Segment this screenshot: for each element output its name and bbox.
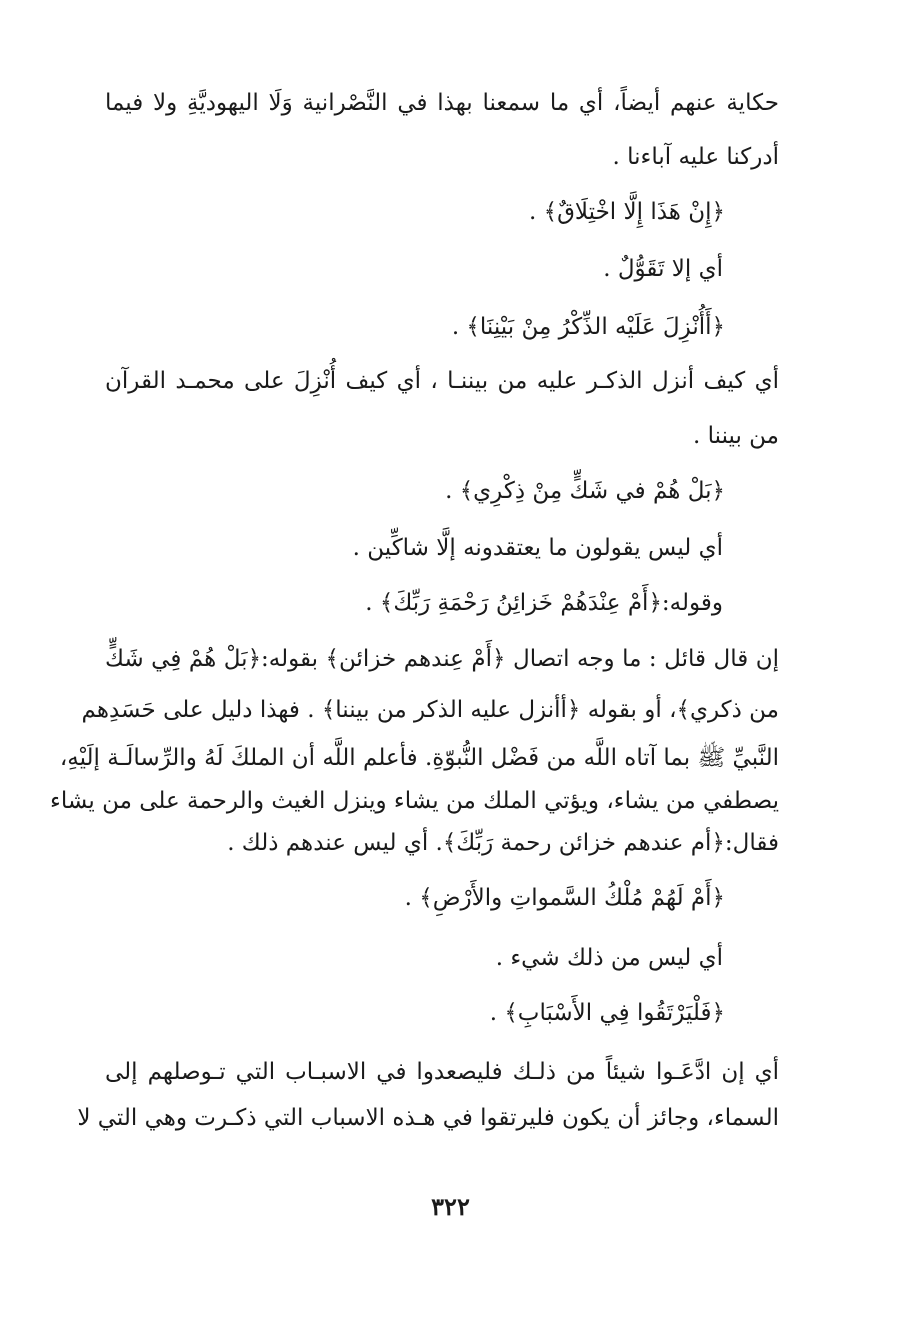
- text-line: من بيننا .: [693, 423, 779, 449]
- quran-verse: ﴿أَأُنْزِلَ عَلَيْه الذِّكْرُ مِنْ بَيْنِنَا﴾ .: [451, 314, 725, 340]
- quran-verse: ﴿إِنْ هَذَا إِلَّا اخْتِلَاقٌ﴾ .: [528, 199, 725, 225]
- text-line: أي إن ادَّعَـوا شيئاً من ذلـك فليصعدوا في الاسبـاب التي تـوصلهم إلى: [105, 1059, 779, 1085]
- quran-verse: ﴿أَمْ لَهُمْ مُلْكُ السَّمواتِ والأَرْضِ﴾ .: [404, 885, 725, 911]
- text-line: أي إلا تَقَوُّلٌ .: [603, 256, 723, 282]
- page-number: ٣٢٢: [431, 1192, 470, 1221]
- text-line: أي كيف أنزل الذكـر عليه من بيننـا ، أي كيف أُنْزِلَ على محمـد القرآن: [105, 368, 779, 394]
- text-line: أي ليس يقولون ما يعتقدونه إلَّا شاكِّين .: [352, 535, 723, 561]
- text-line: السماء، وجائز أن يكون فليرتقوا في هـذه الاسباب التي ذكـرت وهي التي لا: [77, 1105, 779, 1131]
- text-line: إن قال قائل : ما وجه اتصال ﴿أَمْ عِندهم خزائن﴾ بقوله:﴿بَلْ هُمْ فِي شَكٍّ: [105, 646, 779, 672]
- text-line: وقوله:﴿أَمْ عِنْدَهُمْ خَزائِنُ رَحْمَةِ رَبِّكَ﴾ .: [365, 590, 723, 616]
- text-line: حكاية عنهم أيضاً، أي ما سمعنا بهذا في النَّصْرانية وَلَا اليهوديَّةِ ولا فيما: [105, 90, 779, 116]
- text-line: أي ليس من ذلك شيء .: [495, 945, 723, 971]
- text-line: من ذكري﴾، أو بقوله ﴿أأنزل عليه الذكر من بيننا﴾ . فهذا دليل على حَسَدِهم: [81, 697, 779, 723]
- text-line: يصطفي من يشاء، ويؤتي الملك من يشاء وينزل الغيث والرحمة على من يشاء: [50, 788, 779, 814]
- text-line: فقال:﴿أم عندهم خزائن رحمة رَبِّكَ﴾. أي ليس عندهم ذلك .: [227, 830, 779, 856]
- quran-verse: ﴿بَلْ هُمْ في شَكٍّ مِنْ ذِكْرِي﴾ .: [445, 478, 725, 504]
- quran-verse: ﴿فَلْيَرْتَقُوا فِي الأَسْبَابِ﴾ .: [489, 1000, 725, 1026]
- text-line: النَّبيِّ ﷺ بما آتاه اللَّه من فَضْل النُّبوّةِ. فأعلم اللَّه أن الملكَ لَهُ والرِّسالَـة إلَيْهِ،: [59, 745, 779, 771]
- text-line: أدركنا عليه آباءنا .: [612, 144, 779, 170]
